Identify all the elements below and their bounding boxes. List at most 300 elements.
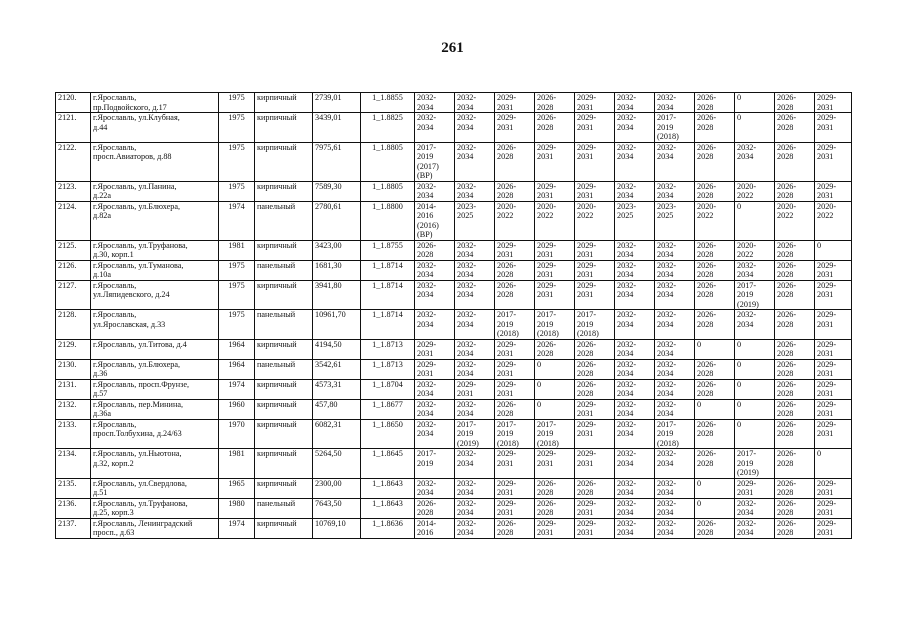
period-cell: 2020- 2022 xyxy=(575,201,615,240)
period-cell: 2029- 2031 xyxy=(495,498,535,518)
record-code-cell: 1_1.8755 xyxy=(361,240,415,260)
area-cell: 2300,00 xyxy=(313,478,361,498)
period-cell: 2029- 2031 xyxy=(815,419,852,449)
address-cell: г.Ярославль, ул.Ляпидевского, д.24 xyxy=(91,280,219,310)
area-cell: 1681,30 xyxy=(313,260,361,280)
row-number-cell: 2137. xyxy=(56,518,91,538)
period-cell: 2026- 2028 xyxy=(695,280,735,310)
period-cell: 2032- 2034 xyxy=(655,280,695,310)
build-year-cell: 1964 xyxy=(219,339,255,359)
period-cell: 2026- 2028 xyxy=(695,142,735,181)
period-cell: 2026- 2028 xyxy=(495,280,535,310)
period-cell: 2017- 2019 (2018) xyxy=(655,419,695,449)
period-cell: 2017- 2019 (2019) xyxy=(735,449,775,479)
period-cell: 2029- 2031 xyxy=(535,518,575,538)
table-row xyxy=(56,379,852,399)
period-cell: 2032- 2034 xyxy=(455,339,495,359)
period-cell: 0 xyxy=(735,201,775,240)
record-code-cell: 1_1.8643 xyxy=(361,498,415,518)
period-cell: 2026- 2028 xyxy=(775,310,815,340)
period-cell: 2026- 2028 xyxy=(695,310,735,340)
wall-material-cell: кирпичный xyxy=(255,181,313,201)
period-cell: 2026- 2028 xyxy=(695,181,735,201)
period-cell: 2029- 2031 xyxy=(815,359,852,379)
period-cell: 2032- 2034 xyxy=(415,399,455,419)
address-cell: г.Ярославль, ул.Свердлова, д.51 xyxy=(91,478,219,498)
period-cell: 2017- 2019 (2019) xyxy=(455,419,495,449)
build-year-cell: 1975 xyxy=(219,93,255,113)
period-cell: 2026- 2028 xyxy=(775,379,815,399)
period-cell: 2032- 2034 xyxy=(455,478,495,498)
wall-material-cell: кирпичный xyxy=(255,449,313,479)
period-cell: 2029- 2031 xyxy=(495,93,535,113)
record-code-cell: 1_1.8805 xyxy=(361,181,415,201)
wall-material-cell: кирпичный xyxy=(255,518,313,538)
period-cell: 2026- 2028 xyxy=(535,93,575,113)
area-cell: 7975,61 xyxy=(313,142,361,181)
wall-material-cell: панельный xyxy=(255,310,313,340)
address-cell: г.Ярославль, ул.Блюхера, д.82а xyxy=(91,201,219,240)
period-cell: 2026- 2028 xyxy=(535,478,575,498)
period-cell: 2032- 2034 xyxy=(455,518,495,538)
period-cell: 2029- 2031 xyxy=(575,181,615,201)
period-cell: 2020- 2022 xyxy=(735,181,775,201)
period-cell: 0 xyxy=(535,379,575,399)
area-cell: 10961,70 xyxy=(313,310,361,340)
record-code-cell: 1_1.8825 xyxy=(361,113,415,143)
period-cell: 2029- 2031 xyxy=(735,478,775,498)
build-year-cell: 1975 xyxy=(219,310,255,340)
record-code-cell: 1_1.8713 xyxy=(361,359,415,379)
period-cell: 2029- 2031 xyxy=(575,498,615,518)
period-cell: 2029- 2031 xyxy=(415,339,455,359)
record-code-cell: 1_1.8636 xyxy=(361,518,415,538)
period-cell: 2029- 2031 xyxy=(535,449,575,479)
address-cell: г.Ярославль, пер.Минина, д.36а xyxy=(91,399,219,419)
period-cell: 2029- 2031 xyxy=(455,379,495,399)
period-cell: 2029- 2031 xyxy=(535,280,575,310)
address-cell: г.Ярославль, ул.Туманова, д.10а xyxy=(91,260,219,280)
period-cell: 2020- 2022 xyxy=(695,201,735,240)
period-cell: 2029- 2031 xyxy=(495,379,535,399)
period-cell: 2032- 2034 xyxy=(615,449,655,479)
period-cell: 2032- 2034 xyxy=(415,113,455,143)
build-year-cell: 1974 xyxy=(219,201,255,240)
record-code-cell: 1_1.8855 xyxy=(361,93,415,113)
period-cell: 2020- 2022 xyxy=(535,201,575,240)
period-cell: 2029- 2031 xyxy=(815,339,852,359)
period-cell: 2017- 2019 (2018) xyxy=(655,113,695,143)
period-cell: 2032- 2034 xyxy=(455,359,495,379)
period-cell: 2029- 2031 xyxy=(495,359,535,379)
record-code-cell: 1_1.8677 xyxy=(361,399,415,419)
period-cell: 2029- 2031 xyxy=(575,260,615,280)
period-cell: 2026- 2028 xyxy=(535,339,575,359)
table-row xyxy=(56,240,852,260)
table-row xyxy=(56,339,852,359)
period-cell: 2032- 2034 xyxy=(615,359,655,379)
period-cell: 0 xyxy=(695,399,735,419)
period-cell: 2029- 2031 xyxy=(495,478,535,498)
period-cell: 2032- 2034 xyxy=(615,518,655,538)
period-cell: 2029- 2031 xyxy=(575,113,615,143)
period-cell: 0 xyxy=(735,379,775,399)
table-row xyxy=(56,201,852,240)
area-cell: 3439,01 xyxy=(313,113,361,143)
period-cell: 2029- 2031 xyxy=(815,478,852,498)
build-year-cell: 1975 xyxy=(219,181,255,201)
address-cell: г.Ярославль, просп.Толбухина, д.24/63 xyxy=(91,419,219,449)
period-cell: 2032- 2034 xyxy=(615,419,655,449)
period-cell: 2032- 2034 xyxy=(655,498,695,518)
period-cell: 0 xyxy=(735,359,775,379)
address-cell: г.Ярославль, просп.Фрунзе, д.57 xyxy=(91,379,219,399)
area-cell: 3542,61 xyxy=(313,359,361,379)
area-cell: 3423,00 xyxy=(313,240,361,260)
period-cell: 2017- 2019 (2018) xyxy=(575,310,615,340)
period-cell: 2029- 2031 xyxy=(495,339,535,359)
period-cell: 2017- 2019 (2018) xyxy=(535,310,575,340)
period-cell: 2026- 2028 xyxy=(775,280,815,310)
period-cell: 2026- 2028 xyxy=(695,449,735,479)
period-cell: 2032- 2034 xyxy=(615,280,655,310)
period-cell: 2032- 2034 xyxy=(735,142,775,181)
wall-material-cell: кирпичный xyxy=(255,113,313,143)
period-cell: 2014- 2016 xyxy=(415,518,455,538)
period-cell: 0 xyxy=(735,93,775,113)
period-cell: 2032- 2034 xyxy=(415,478,455,498)
area-cell: 4573,31 xyxy=(313,379,361,399)
period-cell: 0 xyxy=(695,498,735,518)
housing-register-table xyxy=(55,92,852,539)
area-cell: 5264,50 xyxy=(313,449,361,479)
period-cell: 2020- 2022 xyxy=(735,240,775,260)
table-row xyxy=(56,518,852,538)
period-cell: 2017- 2019 xyxy=(415,449,455,479)
wall-material-cell: кирпичный xyxy=(255,240,313,260)
period-cell: 0 xyxy=(535,399,575,419)
period-cell: 2032- 2034 xyxy=(455,260,495,280)
record-code-cell: 1_1.8805 xyxy=(361,142,415,181)
area-cell: 7643,50 xyxy=(313,498,361,518)
period-cell: 2017- 2019 (2018) xyxy=(495,310,535,340)
period-cell: 2029- 2031 xyxy=(575,142,615,181)
period-cell: 2032- 2034 xyxy=(455,280,495,310)
period-cell: 2026- 2028 xyxy=(695,240,735,260)
period-cell: 2029- 2031 xyxy=(575,518,615,538)
period-cell: 2029- 2031 xyxy=(815,113,852,143)
period-cell: 2026- 2028 xyxy=(415,240,455,260)
build-year-cell: 1964 xyxy=(219,359,255,379)
build-year-cell: 1974 xyxy=(219,518,255,538)
period-cell: 2026- 2028 xyxy=(775,498,815,518)
period-cell: 2032- 2034 xyxy=(455,498,495,518)
period-cell: 2026- 2028 xyxy=(695,379,735,399)
period-cell: 2032- 2034 xyxy=(455,93,495,113)
period-cell: 2029- 2031 xyxy=(815,260,852,280)
period-cell: 2032- 2034 xyxy=(415,280,455,310)
page-number: 261 xyxy=(441,40,464,56)
period-cell: 2029- 2031 xyxy=(815,518,852,538)
period-cell: 2026- 2028 xyxy=(575,379,615,399)
period-cell: 2026- 2028 xyxy=(695,359,735,379)
period-cell: 2032- 2034 xyxy=(455,113,495,143)
period-cell: 2026- 2028 xyxy=(575,339,615,359)
row-number-cell: 2123. xyxy=(56,181,91,201)
period-cell: 2026- 2028 xyxy=(535,113,575,143)
table-row xyxy=(56,419,852,449)
build-year-cell: 1981 xyxy=(219,449,255,479)
period-cell: 2029- 2031 xyxy=(495,240,535,260)
period-cell: 2023- 2025 xyxy=(455,201,495,240)
row-number-cell: 2135. xyxy=(56,478,91,498)
build-year-cell: 1974 xyxy=(219,379,255,399)
period-cell: 2032- 2034 xyxy=(415,310,455,340)
area-cell: 457,80 xyxy=(313,399,361,419)
period-cell: 2026- 2028 xyxy=(495,399,535,419)
wall-material-cell: панельный xyxy=(255,260,313,280)
period-cell: 2032- 2034 xyxy=(655,93,695,113)
period-cell: 2023- 2025 xyxy=(655,201,695,240)
period-cell: 0 xyxy=(815,240,852,260)
period-cell: 0 xyxy=(735,399,775,419)
period-cell: 2032- 2034 xyxy=(615,339,655,359)
address-cell: г.Ярославль, ул.Ньютона, д.32, корп.2 xyxy=(91,449,219,479)
period-cell: 2026- 2028 xyxy=(775,449,815,479)
row-number-cell: 2126. xyxy=(56,260,91,280)
period-cell: 2026- 2028 xyxy=(775,419,815,449)
period-cell: 2032- 2034 xyxy=(415,260,455,280)
row-number-cell: 2131. xyxy=(56,379,91,399)
period-cell: 2017- 2019 (2019) xyxy=(735,280,775,310)
area-cell: 2739,01 xyxy=(313,93,361,113)
row-number-cell: 2121. xyxy=(56,113,91,143)
period-cell: 2029- 2031 xyxy=(575,399,615,419)
period-cell: 2032- 2034 xyxy=(415,93,455,113)
record-code-cell: 1_1.8714 xyxy=(361,260,415,280)
period-cell: 2026- 2028 xyxy=(775,142,815,181)
period-cell: 2032- 2034 xyxy=(655,359,695,379)
period-cell: 2032- 2034 xyxy=(735,310,775,340)
period-cell: 2032- 2034 xyxy=(655,449,695,479)
table-row xyxy=(56,142,852,181)
period-cell: 2026- 2028 xyxy=(775,518,815,538)
table-row xyxy=(56,359,852,379)
area-cell: 3941,80 xyxy=(313,280,361,310)
area-cell: 10769,10 xyxy=(313,518,361,538)
period-cell: 2026- 2028 xyxy=(775,240,815,260)
record-code-cell: 1_1.8643 xyxy=(361,478,415,498)
period-cell: 2017- 2019 (2017) (ВР) xyxy=(415,142,455,181)
build-year-cell: 1970 xyxy=(219,419,255,449)
period-cell: 2026- 2028 xyxy=(495,142,535,181)
period-cell: 2032- 2034 xyxy=(615,93,655,113)
period-cell: 2014- 2016 (2016) (ВР) xyxy=(415,201,455,240)
address-cell: г.Ярославль, просп.Авиаторов, д.88 xyxy=(91,142,219,181)
period-cell: 2029- 2031 xyxy=(535,142,575,181)
area-cell: 2780,61 xyxy=(313,201,361,240)
period-cell: 2029- 2031 xyxy=(815,399,852,419)
address-cell: г.Ярославль, ул.Панина, д.22а xyxy=(91,181,219,201)
period-cell: 2032- 2034 xyxy=(615,181,655,201)
build-year-cell: 1960 xyxy=(219,399,255,419)
period-cell: 2032- 2034 xyxy=(655,518,695,538)
period-cell: 2032- 2034 xyxy=(455,240,495,260)
period-cell: 2032- 2034 xyxy=(655,339,695,359)
period-cell: 2029- 2031 xyxy=(575,280,615,310)
period-cell: 2026- 2028 xyxy=(415,498,455,518)
area-cell: 4194,50 xyxy=(313,339,361,359)
address-cell: г.Ярославль, ул.Ярославская, д.33 xyxy=(91,310,219,340)
table-row xyxy=(56,310,852,340)
period-cell: 2032- 2034 xyxy=(735,260,775,280)
period-cell: 2026- 2028 xyxy=(775,260,815,280)
period-cell: 2032- 2034 xyxy=(615,142,655,181)
row-number-cell: 2130. xyxy=(56,359,91,379)
period-cell: 2029- 2031 xyxy=(575,449,615,479)
wall-material-cell: панельный xyxy=(255,359,313,379)
period-cell: 2032- 2034 xyxy=(455,181,495,201)
period-cell: 2032- 2034 xyxy=(615,399,655,419)
wall-material-cell: панельный xyxy=(255,201,313,240)
period-cell: 2032- 2034 xyxy=(655,240,695,260)
period-cell: 2032- 2034 xyxy=(655,142,695,181)
record-code-cell: 1_1.8645 xyxy=(361,449,415,479)
period-cell: 2032- 2034 xyxy=(455,142,495,181)
period-cell: 2026- 2028 xyxy=(695,518,735,538)
table-row xyxy=(56,449,852,479)
period-cell: 2017- 2019 (2018) xyxy=(535,419,575,449)
record-code-cell: 1_1.8714 xyxy=(361,310,415,340)
period-cell: 2032- 2034 xyxy=(455,449,495,479)
period-cell: 2032- 2034 xyxy=(735,498,775,518)
period-cell: 2023- 2025 xyxy=(615,201,655,240)
period-cell: 2029- 2031 xyxy=(815,142,852,181)
table-row xyxy=(56,280,852,310)
period-cell: 0 xyxy=(695,478,735,498)
period-cell: 0 xyxy=(735,419,775,449)
period-cell: 0 xyxy=(535,359,575,379)
period-cell: 2026- 2028 xyxy=(775,113,815,143)
period-cell: 2026- 2028 xyxy=(535,498,575,518)
period-cell: 2029- 2031 xyxy=(495,449,535,479)
wall-material-cell: кирпичный xyxy=(255,93,313,113)
period-cell: 0 xyxy=(695,339,735,359)
period-cell: 2026- 2028 xyxy=(695,419,735,449)
period-cell: 2032- 2034 xyxy=(615,498,655,518)
row-number-cell: 2133. xyxy=(56,419,91,449)
period-cell: 2017- 2019 (2018) xyxy=(495,419,535,449)
period-cell: 2032- 2034 xyxy=(655,310,695,340)
period-cell: 2032- 2034 xyxy=(415,379,455,399)
period-cell: 2032- 2034 xyxy=(455,399,495,419)
table-row xyxy=(56,93,852,113)
record-code-cell: 1_1.8704 xyxy=(361,379,415,399)
row-number-cell: 2132. xyxy=(56,399,91,419)
period-cell: 2026- 2028 xyxy=(575,478,615,498)
period-cell: 2026- 2028 xyxy=(495,181,535,201)
period-cell: 2029- 2031 xyxy=(815,379,852,399)
build-year-cell: 1975 xyxy=(219,113,255,143)
period-cell: 0 xyxy=(735,113,775,143)
period-cell: 2029- 2031 xyxy=(535,240,575,260)
period-cell: 2032- 2034 xyxy=(655,478,695,498)
address-cell: г.Ярославль, ул.Труфанова, д.25, корп.3 xyxy=(91,498,219,518)
period-cell: 2020- 2022 xyxy=(775,201,815,240)
table-body xyxy=(56,93,852,539)
period-cell: 2026- 2028 xyxy=(775,93,815,113)
period-cell: 2032- 2034 xyxy=(735,518,775,538)
period-cell: 2026- 2028 xyxy=(775,339,815,359)
row-number-cell: 2136. xyxy=(56,498,91,518)
period-cell: 2032- 2034 xyxy=(415,419,455,449)
period-cell: 2029- 2031 xyxy=(415,359,455,379)
row-number-cell: 2127. xyxy=(56,280,91,310)
table-row xyxy=(56,399,852,419)
period-cell: 2029- 2031 xyxy=(535,260,575,280)
period-cell: 2032- 2034 xyxy=(415,181,455,201)
build-year-cell: 1975 xyxy=(219,260,255,280)
record-code-cell: 1_1.8714 xyxy=(361,280,415,310)
wall-material-cell: кирпичный xyxy=(255,280,313,310)
period-cell: 0 xyxy=(735,339,775,359)
period-cell: 2029- 2031 xyxy=(815,93,852,113)
wall-material-cell: кирпичный xyxy=(255,478,313,498)
address-cell: г.Ярославль, пр.Подвойского, д.17 xyxy=(91,93,219,113)
period-cell: 2029- 2031 xyxy=(495,113,535,143)
row-number-cell: 2129. xyxy=(56,339,91,359)
build-year-cell: 1965 xyxy=(219,478,255,498)
build-year-cell: 1980 xyxy=(219,498,255,518)
table-row xyxy=(56,113,852,143)
area-cell: 7589,30 xyxy=(313,181,361,201)
period-cell: 2032- 2034 xyxy=(615,310,655,340)
row-number-cell: 2125. xyxy=(56,240,91,260)
period-cell: 2026- 2028 xyxy=(775,399,815,419)
address-cell: г.Ярославль, ул.Блюхера, д.36 xyxy=(91,359,219,379)
period-cell: 2029- 2031 xyxy=(815,498,852,518)
record-code-cell: 1_1.8713 xyxy=(361,339,415,359)
period-cell: 2032- 2034 xyxy=(655,399,695,419)
wall-material-cell: кирпичный xyxy=(255,142,313,181)
period-cell: 2029- 2031 xyxy=(535,181,575,201)
wall-material-cell: кирпичный xyxy=(255,379,313,399)
period-cell: 2026- 2028 xyxy=(695,113,735,143)
area-cell: 6082,31 xyxy=(313,419,361,449)
table-row xyxy=(56,260,852,280)
wall-material-cell: кирпичный xyxy=(255,339,313,359)
period-cell: 2026- 2028 xyxy=(775,359,815,379)
record-code-cell: 1_1.8800 xyxy=(361,201,415,240)
row-number-cell: 2124. xyxy=(56,201,91,240)
address-cell: г.Ярославль, ул.Труфанова, д.30, корп.1 xyxy=(91,240,219,260)
period-cell: 2026- 2028 xyxy=(495,260,535,280)
build-year-cell: 1975 xyxy=(219,280,255,310)
period-cell: 2029- 2031 xyxy=(815,181,852,201)
row-number-cell: 2134. xyxy=(56,449,91,479)
period-cell: 2032- 2034 xyxy=(655,260,695,280)
build-year-cell: 1981 xyxy=(219,240,255,260)
period-cell: 2026- 2028 xyxy=(495,518,535,538)
period-cell: 0 xyxy=(815,449,852,479)
period-cell: 2032- 2034 xyxy=(615,113,655,143)
wall-material-cell: кирпичный xyxy=(255,419,313,449)
address-cell: г.Ярославль, Ленинградский просп., д.63 xyxy=(91,518,219,538)
build-year-cell: 1975 xyxy=(219,142,255,181)
period-cell: 2026- 2028 xyxy=(695,93,735,113)
table-row xyxy=(56,478,852,498)
address-cell: г.Ярославль, ул.Титова, д.4 xyxy=(91,339,219,359)
